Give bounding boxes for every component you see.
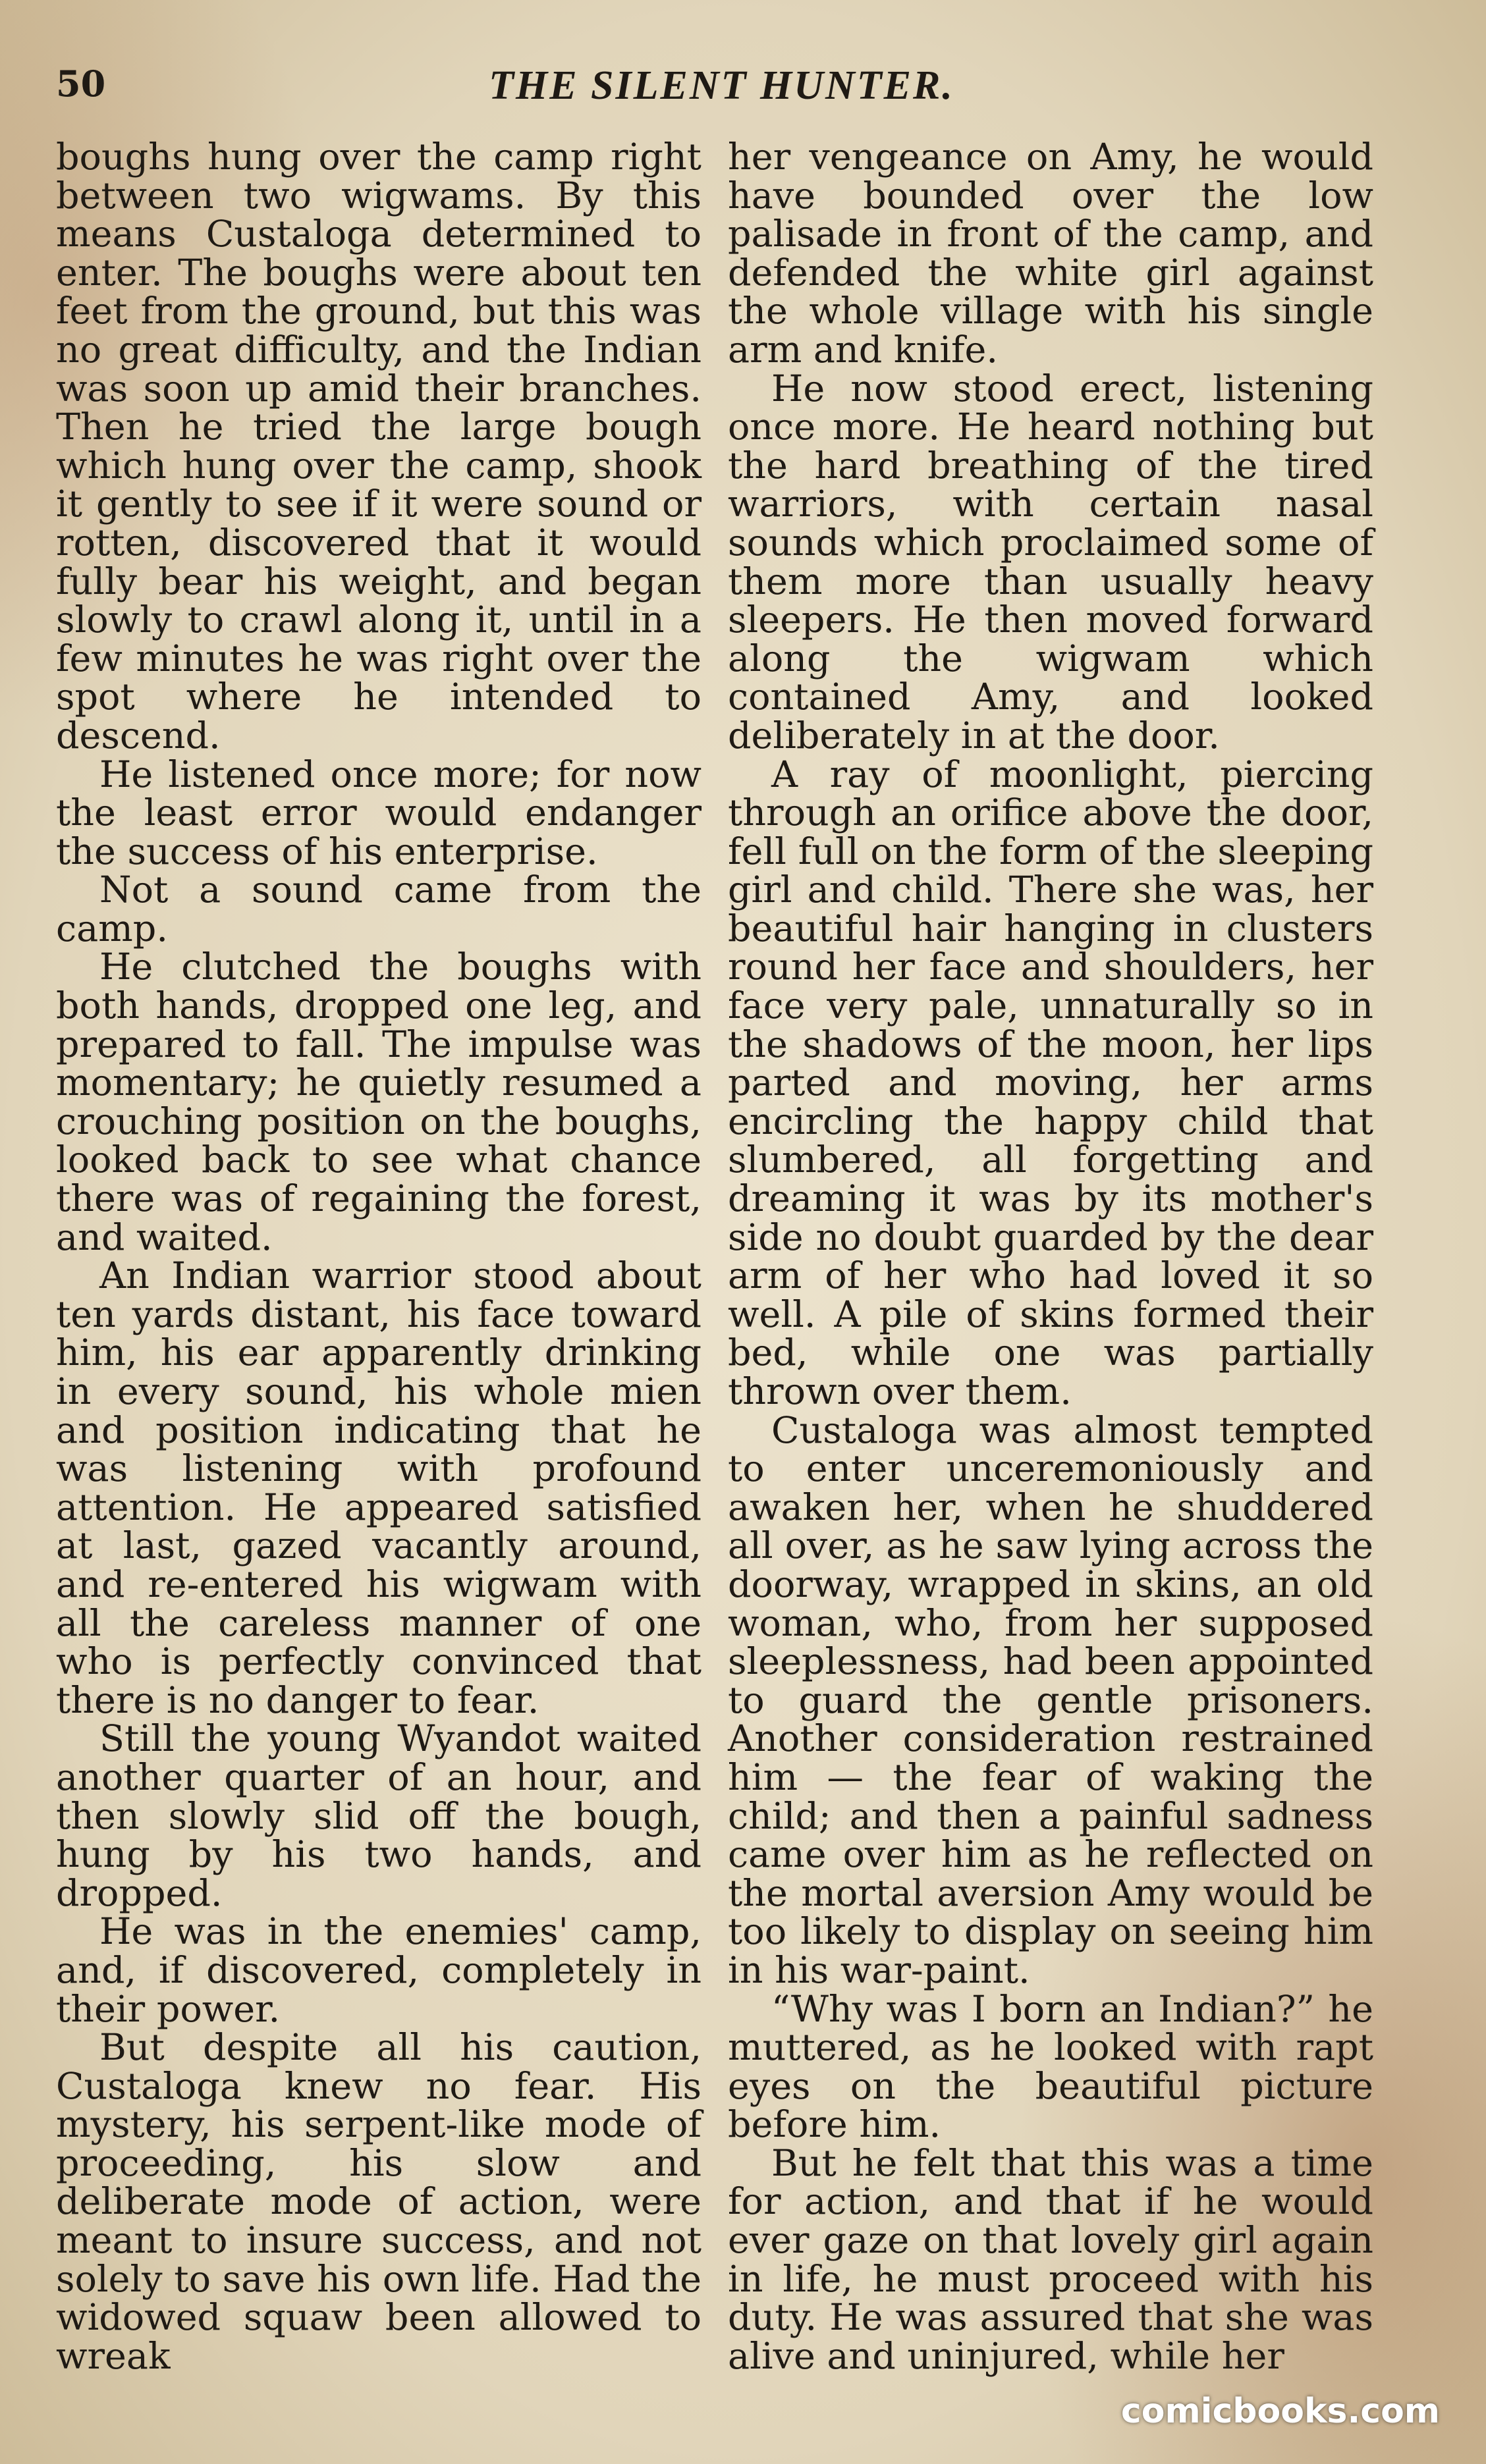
- paragraph: An Indian warrior stood about ten yards distant, his face toward him, his ear apparently drinking in every sound, his whole mien and position indicating that he was listening with profound attention. He appeared satisfied at last, gazed vacantly around, and re-entered his wigwam with all the careless manner of one who is perfectly convinced that there is no danger to fear.: [56, 1254, 702, 1722]
- paragraph: “Why was I born an Indian?” he muttered, as he looked with rapt eyes on the beautiful picture before him.: [728, 1987, 1373, 2147]
- left-column: [56, 136, 702, 2378]
- text-columns: [56, 136, 1373, 2378]
- page-number: 50: [56, 63, 106, 105]
- paragraph: Still the young Wyandot waited another quarter of an hour, and then slowly slid off the bough, hung by his two hands, and dropped.: [56, 1717, 702, 1915]
- paragraph: But despite all his caution, Custaloga knew no fear. His mystery, his serpent-like mode of proceeding, his slow and deliberate mode of action, were meant to insure success, and not solely to save his own life. Had the widowed squaw been allowed to wreak: [56, 2026, 702, 2378]
- paragraph: Not a sound came from the camp.: [56, 869, 702, 950]
- paragraph: But he felt that this was a time for action, and that if he would ever gaze on that lovely girl again in life, he must proceed with his duty. He was assured that she was alive and uninjured, while her: [728, 2141, 1373, 2378]
- paragraph: He now stood erect, listening once more. He heard nothing but the hard breathing of the tired warriors, with certain nasal sounds which proclaimed some of them more than usually heavy sleepers. He then moved forward along the wigwam which contained Amy, and looked deliberately in at the door.: [728, 367, 1373, 757]
- page-header: [56, 63, 1387, 122]
- running-title: THE SILENT HUNTER.: [489, 63, 954, 108]
- paragraph: boughs hung over the camp right between two wigwams. By this means Custaloga determined to enter. The boughs were about ten feet from the ground, but this was no great difficulty, and the Indian was soon up amid their branches. Then he tried the large bough which hung over the camp, shook it gently to see if it were sound or rotten, discovered that it would fully bear his weight, and began slowly to crawl along it, until in a few minutes he was right over the spot where he intended to descend.: [56, 136, 702, 757]
- paragraph: Custaloga was almost tempted to enter unceremoniously and awaken her, when he shuddered all over, as he saw lying across the doorway, wrapped in skins, an old woman, who, from her supposed sleeplessness, had been appointed to guard the gentle prisoners. Another consideration restrained him — the fear of waking the child; and then a painful sadness came over him as he reflected on the mortal aversion Amy would be too likely to display on seeing him in his war-paint.: [728, 1408, 1373, 1992]
- paragraph: He listened once more; for now the least error would endanger the success of his enterprise.: [56, 753, 702, 873]
- right-column: [728, 136, 1373, 2378]
- paragraph: He was in the enemies' camp, and, if discovered, completely in their power.: [56, 1910, 702, 2031]
- paragraph: her vengeance on Amy, he would have bounded over the low palisade in front of the camp, and defended the white girl against the whole village with his single arm and knife.: [728, 136, 1373, 371]
- paragraph: He clutched the boughs with both hands, dropped one leg, and prepared to fall. The impulse was momentary; he quietly resumed a crouching position on the boughs, looked back to see what chance there was of regaining the forest, and waited.: [56, 946, 702, 1259]
- site-watermark: comicbooks.com: [1120, 2392, 1440, 2431]
- paragraph: A ray of moonlight, piercing through an orifice above the door, fell full on the form of the sleeping girl and child. There she was, her beautiful hair hanging in clusters round her face and shoulders, her face very pale, unnaturally so in the shadows of the moon, her lips parted and moving, her arms encircling the happy child that slumbered, all forgetting and dreaming it was by its mother's side no doubt guarded by the dear arm of her who had loved it so well. A pile of skins formed their bed, while one was partially thrown over them.: [728, 753, 1373, 1413]
